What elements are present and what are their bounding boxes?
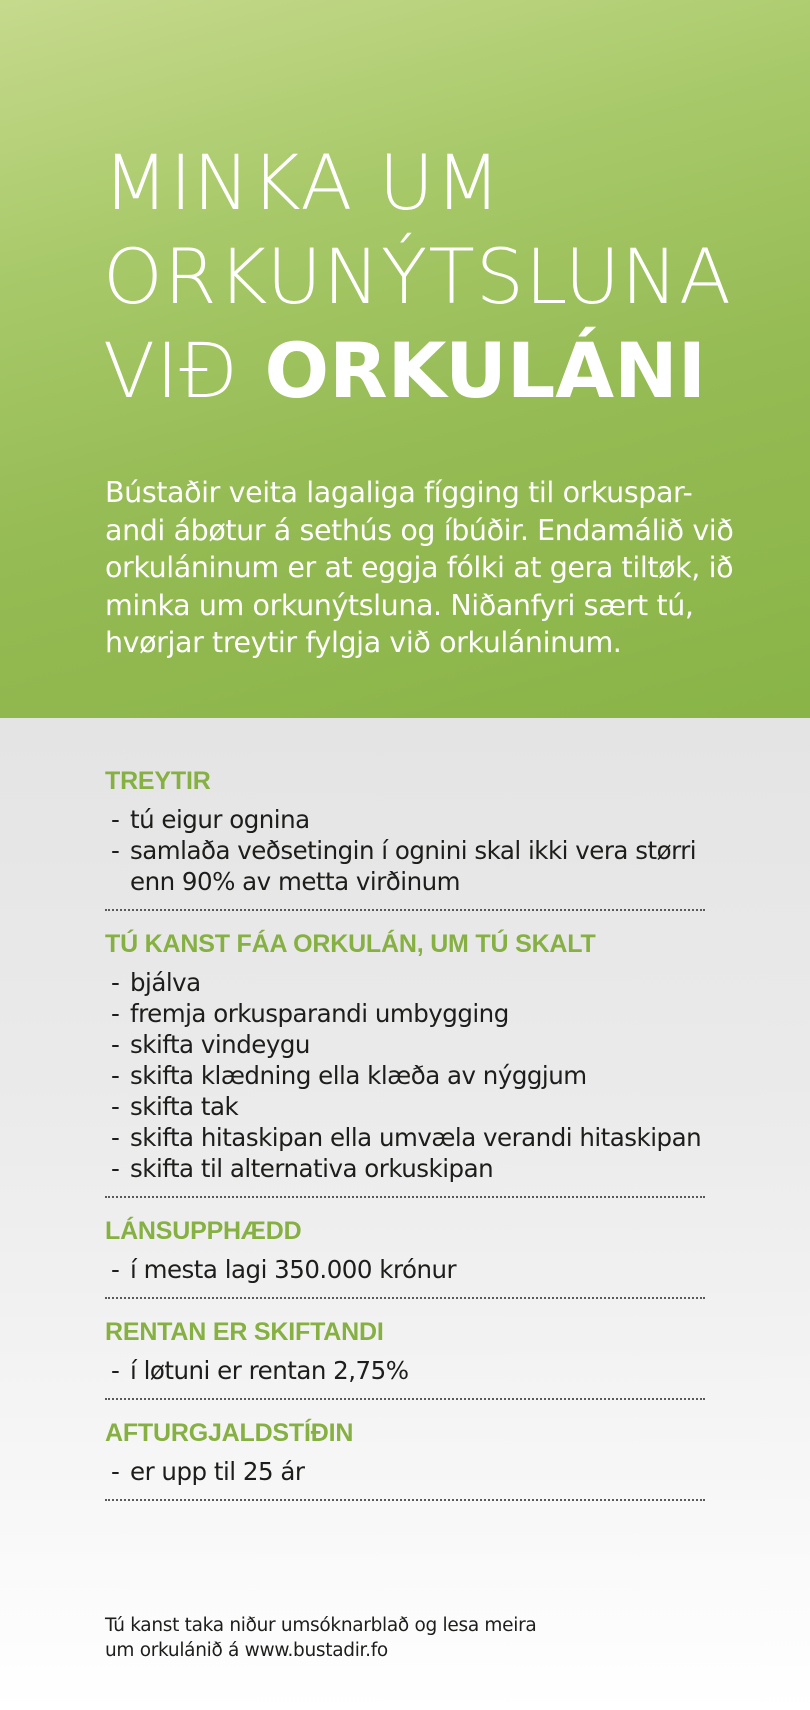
dash-bullet: - — [111, 968, 120, 997]
dash-bullet: - — [111, 1154, 120, 1183]
footer-note — [105, 1613, 665, 1663]
dash-bullet: - — [111, 1061, 120, 1090]
page-title — [103, 136, 810, 418]
dash-bullet: - — [111, 999, 120, 1028]
list-item-text: skifta tak — [130, 1092, 239, 1121]
list-item — [105, 835, 705, 897]
section-list — [105, 967, 705, 1184]
dash-bullet: - — [111, 1255, 120, 1284]
list-item-text: bjálva — [130, 968, 201, 997]
list-item-text: skifta vindeygu — [130, 1030, 310, 1059]
section-title: LÁNSUPPHÆDD — [105, 1217, 302, 1245]
section-title: RENTAN ER SKIFTANDI — [105, 1318, 384, 1346]
hero-banner — [0, 0, 810, 718]
list-item — [105, 1254, 705, 1285]
section-eligible-works — [105, 929, 705, 1198]
section-loan-amount — [105, 1216, 705, 1299]
headline-line-1: MINKA UM — [103, 138, 502, 227]
list-item — [105, 998, 705, 1029]
list-item-text: skifta klædning ella klæða av nýggjum — [130, 1061, 587, 1090]
section-list — [105, 1355, 705, 1386]
dash-bullet: - — [111, 805, 120, 834]
list-item-text: er upp til 25 ár — [130, 1457, 305, 1486]
list-item — [105, 804, 705, 835]
dash-bullet: - — [111, 1356, 120, 1385]
list-item — [105, 1122, 705, 1153]
footer-line-1: Tú kanst taka niður umsóknarblað og lesa meira — [105, 1614, 537, 1636]
section-list — [105, 1456, 705, 1487]
headline-line-3-bold: ORKULÁNI — [264, 326, 706, 415]
section-repayment-period — [105, 1418, 705, 1501]
list-item-text: skifta hitaskipan ella umvæla verandi hitaskipan — [130, 1123, 702, 1152]
list-item — [105, 1456, 705, 1487]
dash-bullet: - — [111, 1030, 120, 1059]
dash-bullet: - — [111, 1457, 120, 1486]
dash-bullet: - — [111, 836, 120, 865]
list-item — [105, 1029, 705, 1060]
dash-bullet: - — [111, 1123, 120, 1152]
list-item-text: fremja orkusparandi umbygging — [130, 999, 509, 1028]
dash-bullet: - — [111, 1092, 120, 1121]
list-item-text: tú eigur ognina — [130, 805, 310, 834]
list-item-text: skifta til alternativa orkuskipan — [130, 1154, 494, 1183]
list-item — [105, 1091, 705, 1122]
intro-paragraph: Bústaðir veita lagaliga fígging til orkuspar-andi ábøtur á sethús og íbúðir. Endamálið við orkuláninum er at eggja fólki at gera tiltøk, ið minka um orkunýtsluna. Niðanfyri sært tú, hvørjar treytir fylgja við orkuláninum. — [105, 476, 734, 659]
section-interest-rate — [105, 1317, 705, 1400]
headline-line-3-regular: VIÐ — [103, 326, 265, 415]
list-item — [105, 1355, 705, 1386]
list-item — [105, 1153, 705, 1184]
footer-line-2: um orkulánið á www.bustadir.fo — [105, 1639, 388, 1661]
list-item-text: samlaða veðsetingin í ognini skal ikki vera størri enn 90% av metta virðinum — [130, 836, 697, 896]
list-item — [105, 1060, 705, 1091]
conditions-panel — [0, 718, 810, 1710]
list-item-text: í mesta lagi 350.000 krónur — [130, 1255, 457, 1284]
headline-line-3 — [103, 324, 810, 418]
section-treytir — [105, 766, 705, 911]
section-title: TREYTIR — [105, 767, 211, 795]
list-item — [105, 967, 705, 998]
section-list — [105, 1254, 705, 1285]
section-title: TÚ KANST FÁA ORKULÁN, UM TÚ SKALT — [105, 930, 596, 958]
section-list — [105, 804, 705, 897]
section-title: AFTURGJALDSTÍÐIN — [105, 1419, 354, 1447]
headline-line-2: ORKUNÝTSLUNA — [103, 232, 733, 321]
list-item-text: í løtuni er rentan 2,75% — [130, 1356, 409, 1385]
